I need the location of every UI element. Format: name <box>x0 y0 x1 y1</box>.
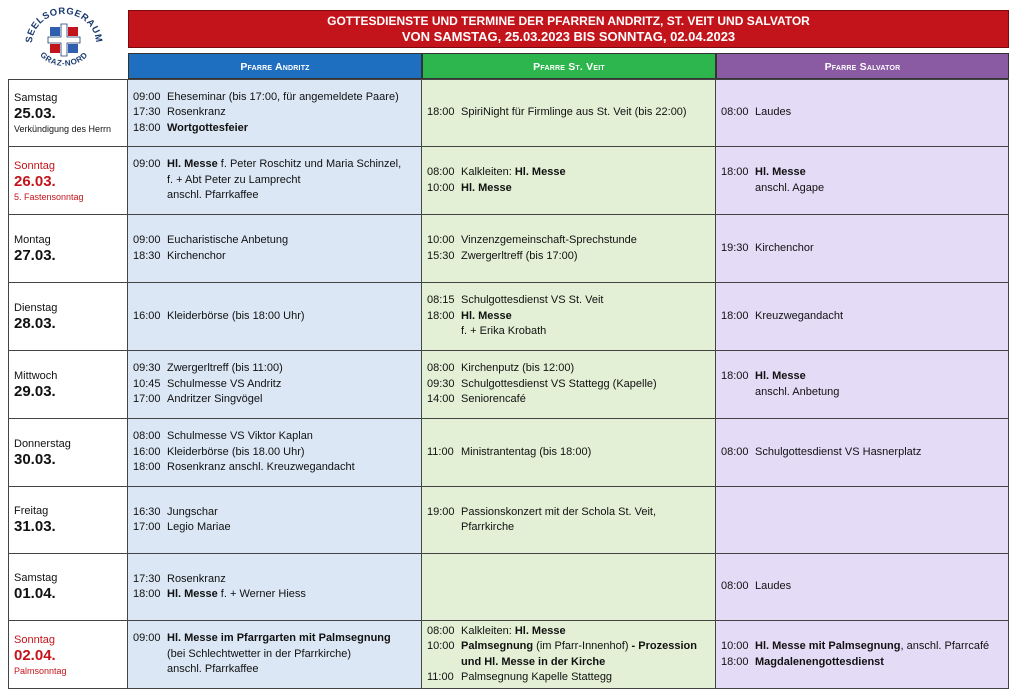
event-text-bold: Palmsegnung <box>461 640 534 652</box>
event-description <box>167 572 226 588</box>
andritz-events-cell <box>128 419 422 487</box>
event-description <box>167 173 301 189</box>
andritz-events-cell <box>128 79 422 147</box>
feast-label: 5. Fastensonntag <box>14 191 84 202</box>
schedule-row <box>8 215 1009 283</box>
event-description <box>167 460 355 476</box>
andritz-events-cell <box>128 554 422 621</box>
event-description <box>167 121 248 137</box>
event-time: 16:30 <box>133 505 161 518</box>
event-time <box>427 324 461 340</box>
event-line <box>427 293 709 309</box>
event-line <box>133 121 415 137</box>
event-description <box>461 181 512 197</box>
event-description <box>167 445 305 461</box>
weekday-label: Freitag <box>14 505 49 517</box>
event-line <box>133 377 415 393</box>
event-line <box>133 249 415 265</box>
event-line <box>427 361 709 377</box>
event-time: 08:00 <box>721 106 749 119</box>
date-label: 25.03. <box>14 105 56 122</box>
event-time: 18:00 <box>721 655 749 668</box>
event-description <box>167 662 259 678</box>
event-line <box>721 309 1002 325</box>
date-label: 31.03. <box>14 518 56 535</box>
event-line <box>427 624 709 640</box>
event-text: f. Peter Roschitz und Maria Schinzel, <box>217 158 402 171</box>
schedule-row <box>8 554 1009 621</box>
veit-events-cell <box>422 147 716 215</box>
event-text: anschl. Agape <box>755 181 825 194</box>
event-time: 08:00 <box>427 624 455 637</box>
event-line <box>721 105 1002 121</box>
event-text: Legio Mariae <box>167 521 231 533</box>
event-description <box>461 293 603 309</box>
event-text-bold: Hl. Messe <box>461 309 512 322</box>
event-time: 09:30 <box>427 377 455 390</box>
event-description <box>755 579 791 595</box>
salvator-events-cell <box>716 554 1009 621</box>
event-time: 17:00 <box>133 393 161 406</box>
event-text: Zwergerltreff (bis 11:00) <box>167 362 283 375</box>
event-line <box>133 662 415 678</box>
event-time: 15:30 <box>427 249 455 262</box>
schedule-row <box>8 621 1009 689</box>
weekday-label: Sonntag <box>14 159 55 172</box>
andritz-events-cell <box>128 147 422 215</box>
event-text: Ministrantentag (bis 18:00) <box>461 445 592 458</box>
event-description <box>755 369 806 385</box>
event-description <box>461 361 574 377</box>
event-time: 09:00 <box>133 158 161 171</box>
event-time: 19:30 <box>721 241 749 254</box>
weekday-label: Donnerstag <box>14 437 71 450</box>
event-text: Schulgottesdienst VS Stattegg (Kapelle) <box>461 377 657 390</box>
event-time: 10:45 <box>133 377 161 390</box>
event-line <box>133 90 415 106</box>
weekday-label: Mittwoch <box>14 369 58 382</box>
weekday-label: Sonntag <box>14 633 55 646</box>
weekday-label: Montag <box>14 233 51 246</box>
event-description <box>167 361 283 377</box>
event-text: Rosenkranz <box>167 572 226 585</box>
andritz-events-cell <box>128 351 422 419</box>
event-description <box>167 105 226 121</box>
event-text: Kirchenchor <box>167 249 226 262</box>
event-text: Schulmesse VS Andritz <box>167 377 282 390</box>
event-time: 08:15 <box>427 294 455 307</box>
event-time: 18:00 <box>133 461 161 474</box>
event-description <box>167 392 262 408</box>
event-description <box>167 157 401 173</box>
event-line <box>133 392 415 408</box>
event-text: (bei Schlechtwetter in der Pfarrkirche) <box>167 647 352 660</box>
veit-events-cell <box>422 419 716 487</box>
day-cell <box>8 147 128 215</box>
event-text: f. + Erika Krobath <box>461 325 547 338</box>
event-description <box>167 188 259 204</box>
seelsorgeraum-logo <box>22 6 106 74</box>
logo-text-top: SEELSORGERAUM <box>23 6 105 44</box>
event-text: Palmsegnung Kapelle Stattegg <box>461 671 613 683</box>
event-description <box>461 105 687 121</box>
date-label: 02.04. <box>14 646 56 664</box>
event-text: Andritzer Singvögel <box>167 393 263 406</box>
event-time: 16:00 <box>133 445 161 458</box>
event-time: 18:00 <box>133 121 161 134</box>
event-description <box>461 655 605 671</box>
event-description <box>755 105 791 121</box>
event-time: 10:00 <box>427 234 455 246</box>
event-line <box>133 233 415 249</box>
event-line <box>133 188 415 204</box>
event-description <box>167 505 218 521</box>
event-text: Passionskonzert mit der Schola St. Veit, Pfarrkirche <box>461 505 657 533</box>
weekday-label: Samstag <box>14 572 58 584</box>
event-time: 08:00 <box>721 445 749 458</box>
date-label: 01.04. <box>14 585 56 602</box>
event-time: 10:00 <box>427 640 455 652</box>
day-cell <box>8 351 128 419</box>
event-text: Kleiderbörse (bis 18.00 Uhr) <box>167 445 305 458</box>
event-line <box>133 361 415 377</box>
column-header-salvator: Pfarre Salvator <box>716 53 1009 79</box>
event-line <box>427 392 709 408</box>
andritz-events-cell <box>128 487 422 554</box>
event-line <box>427 105 709 121</box>
event-description <box>755 181 824 197</box>
event-line <box>133 505 415 521</box>
event-text: Eheseminar (bis 17:00, für angemeldete Paare) <box>167 90 399 103</box>
event-time <box>133 173 167 189</box>
event-time <box>133 188 167 204</box>
event-time: 17:30 <box>133 572 161 585</box>
event-time: 18:00 <box>721 370 749 382</box>
event-description <box>461 392 526 408</box>
event-description <box>755 385 839 401</box>
event-description <box>167 520 231 536</box>
event-line <box>133 429 415 445</box>
event-time: 17:00 <box>133 521 161 533</box>
event-description <box>167 647 351 663</box>
banner-subtitle: VON SAMSTAG, 25.03.2023 BIS SONNTAG, 02.04.2023 <box>401 29 736 44</box>
event-description <box>167 377 281 393</box>
event-time <box>133 662 167 678</box>
column-header-st-veit: Pfarre St. Veit <box>422 53 716 79</box>
event-line <box>427 377 709 393</box>
date-label: 29.03. <box>14 382 56 400</box>
andritz-events-cell <box>128 283 422 351</box>
schedule-row <box>8 147 1009 215</box>
event-text: Seniorencafé <box>461 393 526 406</box>
event-line <box>133 647 415 663</box>
event-line <box>133 173 415 189</box>
event-text: Schulmesse VS Viktor Kaplan <box>167 430 313 443</box>
event-description <box>755 445 921 461</box>
event-line <box>427 505 709 536</box>
event-text: Kirchenputz (bis 12:00) <box>461 362 575 375</box>
event-time: 18:00 <box>427 309 455 322</box>
event-text: Laudes <box>755 106 792 119</box>
event-text-bold: Hl. Messe im Pfarrgarten mit Palmsegnung <box>167 632 391 645</box>
event-line <box>133 445 415 461</box>
event-line <box>427 181 709 197</box>
event-text: Rosenkranz anschl. Kreuzwegandacht <box>167 461 355 474</box>
event-line <box>721 445 1002 461</box>
salvator-events-cell <box>716 147 1009 215</box>
salvator-events-cell <box>716 351 1009 419</box>
event-line <box>133 309 415 325</box>
logo-text-bottom: GRAZ-NORD <box>38 50 90 68</box>
event-time: 17:30 <box>133 106 161 119</box>
weekday-label: Samstag <box>14 92 58 104</box>
event-text: anschl. Anbetung <box>755 385 840 398</box>
veit-events-cell <box>422 79 716 147</box>
event-text-bold: Hl. Messe <box>514 624 566 637</box>
event-time <box>427 655 461 671</box>
event-description <box>461 249 578 265</box>
schedule-row <box>8 79 1009 147</box>
event-text: f. + Abt Peter zu Lamprecht <box>167 173 301 186</box>
event-text: SpiriNight für Firmlinge aus St. Veit (bis 22:00) <box>461 106 687 119</box>
event-text: Kreuzwegandacht <box>755 309 844 322</box>
event-description <box>755 639 989 655</box>
salvator-events-cell <box>716 419 1009 487</box>
andritz-events-cell <box>128 215 422 283</box>
event-description <box>461 639 697 655</box>
event-time: 08:00 <box>427 362 455 375</box>
feast-label: Palmsonntag <box>14 665 67 676</box>
event-text: Jungschar <box>167 505 218 518</box>
event-time: 18:00 <box>133 588 161 600</box>
salvator-events-cell <box>716 283 1009 351</box>
schedule-row <box>8 419 1009 487</box>
event-description <box>167 233 288 249</box>
day-cell <box>8 554 128 621</box>
event-line <box>133 520 415 536</box>
event-time: 11:00 <box>427 671 454 683</box>
event-line <box>721 655 1002 671</box>
event-description <box>461 324 546 340</box>
event-description <box>461 670 612 686</box>
veit-events-cell <box>422 215 716 283</box>
date-label: 27.03. <box>14 246 56 264</box>
event-time: 09:30 <box>133 362 161 375</box>
veit-events-cell <box>422 351 716 419</box>
event-time: 11:00 <box>427 445 454 458</box>
event-text-bold: Hl. Messe <box>167 158 218 171</box>
event-line <box>427 639 709 655</box>
event-text: Kalkleiten: <box>461 624 515 637</box>
salvator-events-cell <box>716 215 1009 283</box>
event-description <box>167 429 313 445</box>
event-text-bold: - Prozession <box>631 640 697 652</box>
day-cell <box>8 79 128 147</box>
event-time: 10:00 <box>721 640 749 652</box>
veit-events-cell <box>422 554 716 621</box>
event-text-bold: Hl. Messe <box>461 181 512 194</box>
event-time: 18:30 <box>133 249 161 262</box>
event-text: Kleiderbörse (bis 18:00 Uhr) <box>167 309 305 322</box>
event-text: Schulgottesdienst VS St. Veit <box>461 294 604 307</box>
event-line <box>427 445 709 461</box>
schedule-row <box>8 351 1009 419</box>
andritz-events-cell <box>128 621 422 689</box>
veit-events-cell <box>422 621 716 689</box>
event-time: 09:00 <box>133 234 161 246</box>
event-line <box>721 369 1002 385</box>
day-cell <box>8 419 128 487</box>
event-text: Rosenkranz <box>167 106 226 119</box>
day-cell <box>8 487 128 554</box>
event-text-bold: Hl. Messe <box>167 588 218 600</box>
event-description <box>461 377 657 393</box>
event-text: Eucharistische Anbetung <box>167 234 289 246</box>
event-text: Vinzenzgemeinschaft-Sprechstunde <box>461 234 637 246</box>
date-label: 30.03. <box>14 450 56 468</box>
event-text: Schulgottesdienst VS Hasnerplatz <box>755 445 922 458</box>
event-text-bold: Hl. Messe <box>514 166 566 178</box>
event-description <box>755 309 843 325</box>
column-header-andritz: Pfarre Andritz <box>128 53 422 79</box>
event-time: 09:00 <box>133 90 161 103</box>
event-line <box>133 572 415 588</box>
salvator-events-cell <box>716 487 1009 554</box>
event-text-bold: Wortgottesfeier <box>167 121 249 134</box>
event-line <box>133 631 415 647</box>
event-text: f. + Werner Hiess <box>217 588 306 600</box>
event-description <box>755 165 806 181</box>
salvator-events-cell <box>716 621 1009 689</box>
event-description <box>167 587 306 603</box>
event-text-bold: Hl. Messe <box>755 166 806 178</box>
event-text: Kalkleiten: <box>461 166 515 178</box>
event-text: (im Pfarr-Innenhof) <box>533 640 632 652</box>
schedule-row <box>8 283 1009 351</box>
event-line <box>133 587 415 603</box>
event-description <box>755 655 884 671</box>
event-time: 14:00 <box>427 393 455 406</box>
event-line <box>721 385 1002 401</box>
event-time: 10:00 <box>427 181 455 194</box>
event-line <box>427 233 709 249</box>
event-description <box>461 233 637 249</box>
event-text-bold: Hl. Messe mit Palmsegnung <box>755 640 901 652</box>
event-text-bold: und Hl. Messe in der Kirche <box>461 655 606 668</box>
event-text: Kirchenchor <box>755 241 814 254</box>
event-time: 08:00 <box>721 580 749 593</box>
event-line <box>133 460 415 476</box>
day-cell <box>8 621 128 689</box>
schedule-row <box>8 487 1009 554</box>
weekday-label: Dienstag <box>14 301 58 314</box>
date-label: 26.03. <box>14 172 56 190</box>
event-line <box>427 165 709 181</box>
event-text: Laudes <box>755 580 792 593</box>
event-line <box>133 157 415 173</box>
event-description <box>461 505 709 536</box>
event-line <box>427 655 709 671</box>
event-time: 19:00 <box>427 505 455 518</box>
date-label: 28.03. <box>14 314 56 332</box>
event-line <box>721 639 1002 655</box>
event-text-bold: Magdalenengottesdienst <box>755 655 884 668</box>
event-time <box>721 181 755 197</box>
event-text-bold: Hl. Messe <box>755 370 806 382</box>
veit-events-cell <box>422 283 716 351</box>
event-line <box>721 165 1002 181</box>
event-time <box>133 647 167 663</box>
event-description <box>461 624 566 640</box>
event-line <box>721 579 1002 595</box>
feast-label: Verkündigung des Herrn <box>14 124 112 134</box>
event-description <box>167 631 391 647</box>
event-line <box>721 181 1002 197</box>
event-line <box>427 324 709 340</box>
day-cell <box>8 215 128 283</box>
event-time <box>721 385 755 401</box>
event-time: 18:00 <box>721 166 749 178</box>
event-line <box>427 670 709 686</box>
header-banner <box>128 10 1009 48</box>
salvator-events-cell <box>716 79 1009 147</box>
event-text: anschl. Pfarrkaffee <box>167 189 259 202</box>
event-description <box>461 309 512 325</box>
event-time: 08:00 <box>427 166 455 178</box>
event-description <box>461 165 566 181</box>
event-time: 08:00 <box>133 430 161 443</box>
event-text: , anschl. Pfarrcafé <box>900 640 990 652</box>
event-description <box>755 241 814 257</box>
veit-events-cell <box>422 487 716 554</box>
event-line <box>133 105 415 121</box>
event-line <box>427 249 709 265</box>
event-time: 09:00 <box>133 632 161 645</box>
banner-title: GOTTESDIENSTE UND TERMINE DER PFARREN ANDRITZ, ST. VEIT UND SALVATOR <box>327 14 810 28</box>
event-time: 18:00 <box>427 106 455 119</box>
event-description <box>167 309 305 325</box>
event-line <box>427 309 709 325</box>
event-time: 18:00 <box>721 309 749 322</box>
event-line <box>721 241 1002 257</box>
event-time: 16:00 <box>133 309 161 322</box>
event-description <box>461 445 591 461</box>
event-text: anschl. Pfarrkaffee <box>167 663 259 676</box>
event-description <box>167 90 399 106</box>
event-description <box>167 249 226 265</box>
event-text: Zwergerltreff (bis 17:00) <box>461 249 578 262</box>
day-cell <box>8 283 128 351</box>
